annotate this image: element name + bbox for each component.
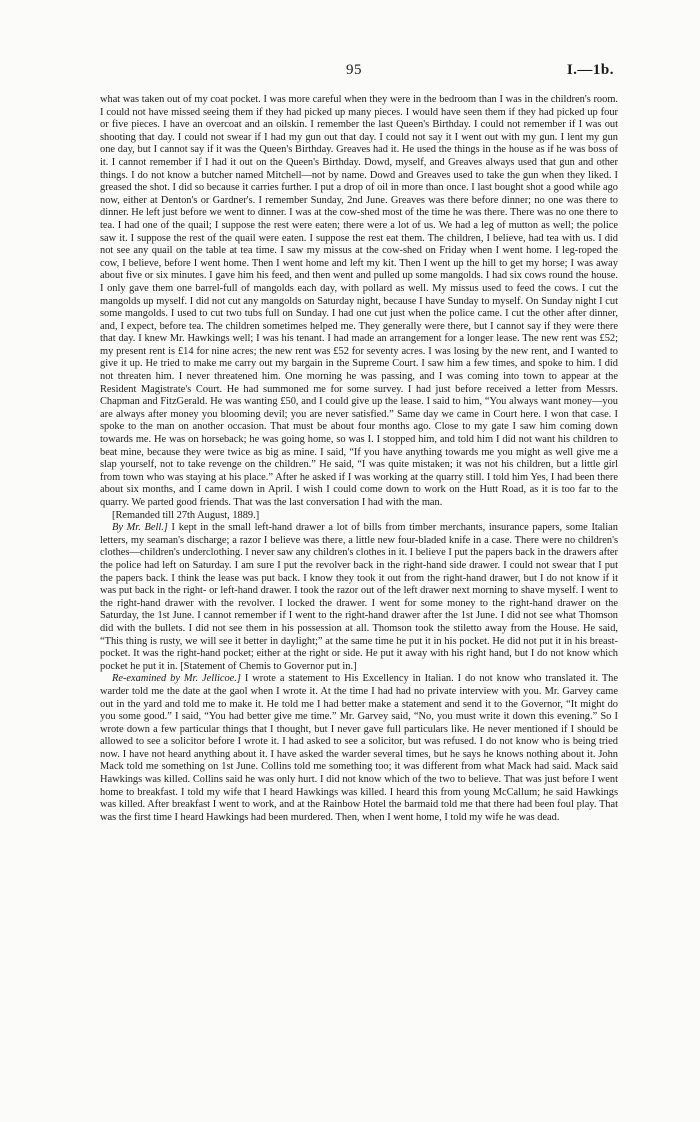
testimony-body [100, 94, 618, 824]
testimony-paragraph-jellicoe [100, 673, 618, 824]
examiner-label: By Mr. Bell.] [112, 522, 168, 534]
examiner-label: Re-examined by Mr. Jellicoe.] [112, 673, 241, 685]
testimony-paragraph-1 [100, 94, 618, 510]
paragraph-text: what was taken out of my coat pocket. I was more careful when they were in the bedroom than I was in the children's room. I could not have missed seeing them if they had picked up many pieces. I would have seen them if they had picked up four or five pieces. I have an overcoat and an oilskin. I remember the last Queen's Birthday. I could not remember if I was out shooting that day. I could not swear if I had my gun out that day. I could not say it I went out with my gun. I lent my gun one day, but I cannot say if it was the Queen's Birthday. Greaves had it. He used the things in the house as if he was boss of it. I cannot remember if I had it out on the Queen's Birthday. Dowd, myself, and Greaves always used that gun and other things. I do not know a butcher named Mitchell—not by name. Dowd and Greaves used to take the gun when they liked. I greased the shot. I did so because it carries further. I put a drop of oil in more than once. I last bought shot a good while ago now, either at Denton's or Gardner's. I remember Sunday, 2nd June. Greaves was there before dinner; no one was there to dinner. He left just before we went to dinner. I was at the cow-shed most of the time he was there. There was no one there to tea. I had one of the quail; I suppose the rest were eaten; there were a lot of us. We had a leg of mutton as well; the police saw it. I suppose the rest of the quail were eaten. I suppose the rest eat them. The children, I believe, had tea with us. I did not see any quail on the table at tea time. I saw my missus at the cow-shed on Friday when I went home. I leg-roped the cow, I believe, before I went home. Then I went home and left my kit. Then I went up the hill to get my horse; I was away about five or six minutes. I gave him his feed, and then went and pulled up some mangolds. I had six cows round the house. I only gave them one barrel-full of mangolds each day, with pollard as well. My missus used to feed the cows. I cut the mangolds up myself. I did not cut any mangolds on Saturday night, because I have Sunday to myself. On Sunday night I cut some mangolds. I used to cut two tubs full on Sunday. I had one cut just when the police came. I cut the other after dinner, and, I expect, before tea. The children sometimes helped me. They generally were there, but I cannot say if they were there that day. I knew Mr. Hawkings well; I was his tenant. I had made an arrangement for a longer lease. The new rent was £52; my present rent is £14 for nine acres; the new rent was £52 for seventy acres. I was losing by the new rent, and I wanted to give it up. He tried to make me carry out my bargain in the Supreme Court. I saw him a few times, and spoke to him. I did not threaten him. I never threatened him. One morning he was passing, and I was coming into town to appear at the Resident Magistrate's Court. He had summoned me for some survey. I had just before received a letter from Messrs. Chapman and FitzGerald. He was wanting £50, and I could give up the lease. I said to him, “You always want money—you are always after money you blooming devil; you are never satisfied.” Same day we came in Court here. I won that case. I spoke to the man on another occasion. That must be about four months ago. Close to my gate I saw him coming down towards me. He was on horseback; he was going home, so was I. I stopped him, and told him I did not want his children to beat mine, because they were twice as big as mine. I said, “If you have anything towards me you might as well give me a slap yourself, not to take revenge on the children.” He said, “I was quite mistaken; it was not his children, but a little girl from town who was staying at his place.” After he asked if I was working at the quarry still. I told him Yes, I had been there about six months, and I came down in April. I wish I could come down to work on the Hutt Road, as it is too far to the quarry. We parted good friends. That was the last conversation I had with the man. [100, 94, 618, 508]
paragraph-text: I wrote a statement to His Excellency in Italian. I do not know who translated it. The warder told me the date at the gaol when I wrote it. At the time I had had no private interview with you. Mr. Garvey came out in the yard and told me to make it. He told me I had better make a statement and send it to the Governor, “It might do you some good.” I said, “You had better give me time.” Mr. Garvey said, “No, you must write it down this evening.” So I wrote down a few particular things that I thought, but I never gave full particulars like. He never mentioned if I should be allowed to see a solicitor before I wrote it. I had asked to see a solicitor, but was refused. I do not know who is being tried now. I have not heard anything about it. I have asked the warder several times, but he says he knows nothing about it. John Mack told me something on 1st June. Collins told me something too; it was different from what Mack had said. Mack said Hawkings was killed. Collins said he was only hurt. I did not know which of the two to believe. That was just before I went home to breakfast. I told my wife that I heard Hawkings was killed. I heard this from young McCallum; he said Hawkings was killed. After breakfast I went to work, and at the Rainbow Hotel the barmaid told me that there had been foul play. That was the first time I heard Hawkings had been murdered. Then, when I went home, I told my wife he was dead. [100, 673, 618, 823]
page-number: 95 [346, 62, 362, 78]
remand-note [100, 510, 618, 523]
testimony-paragraph-bell [100, 522, 618, 673]
paragraph-text: [Remanded till 27th August, 1889.] [112, 509, 260, 521]
paragraph-text: I kept in the small left-hand drawer a lot of bills from timber merchants, insurance papers, some Italian letters, my seaman's discharge; a razor I believe was there, a little new four-bladed knife in a case. There were no children's clothes—children's underclothing. I never saw any children's clothes in it. I believe I put the papers back in the drawers after the police had left on Saturday. I am sure I put the revolver back in the right-hand side drawer. I could not swear that I put the papers back. I think the lease was put back. I know they took it out from the right-hand drawer, but I do not know if it was put back in the right- or left-hand drawer. I took the razor out of the left drawer next morning to shave myself. I went to the right-hand drawer with the revolver. I locked the drawer. I went for some money to the right-hand drawer on the Saturday, the 1st June. I cannot remember if I went to the right-hand drawer after the 1st June. I did not see what Thomson did with the bullets. I did not see them in his possession at all. Thomson took the stiletto away from the House. He said, “This thing is rusty, we will see it better in daylight;” at the same time he put it in his pocket. He did not put it in his breast-pocket. It was the right-hand pocket; either at the right or side. He put it away with his right hand, but I do not know which pocket he put it in. [Statement of Chemis to Governor put in.] [100, 522, 618, 672]
page-header [94, 62, 614, 84]
paper-reference: I.—1b. [566, 62, 614, 78]
